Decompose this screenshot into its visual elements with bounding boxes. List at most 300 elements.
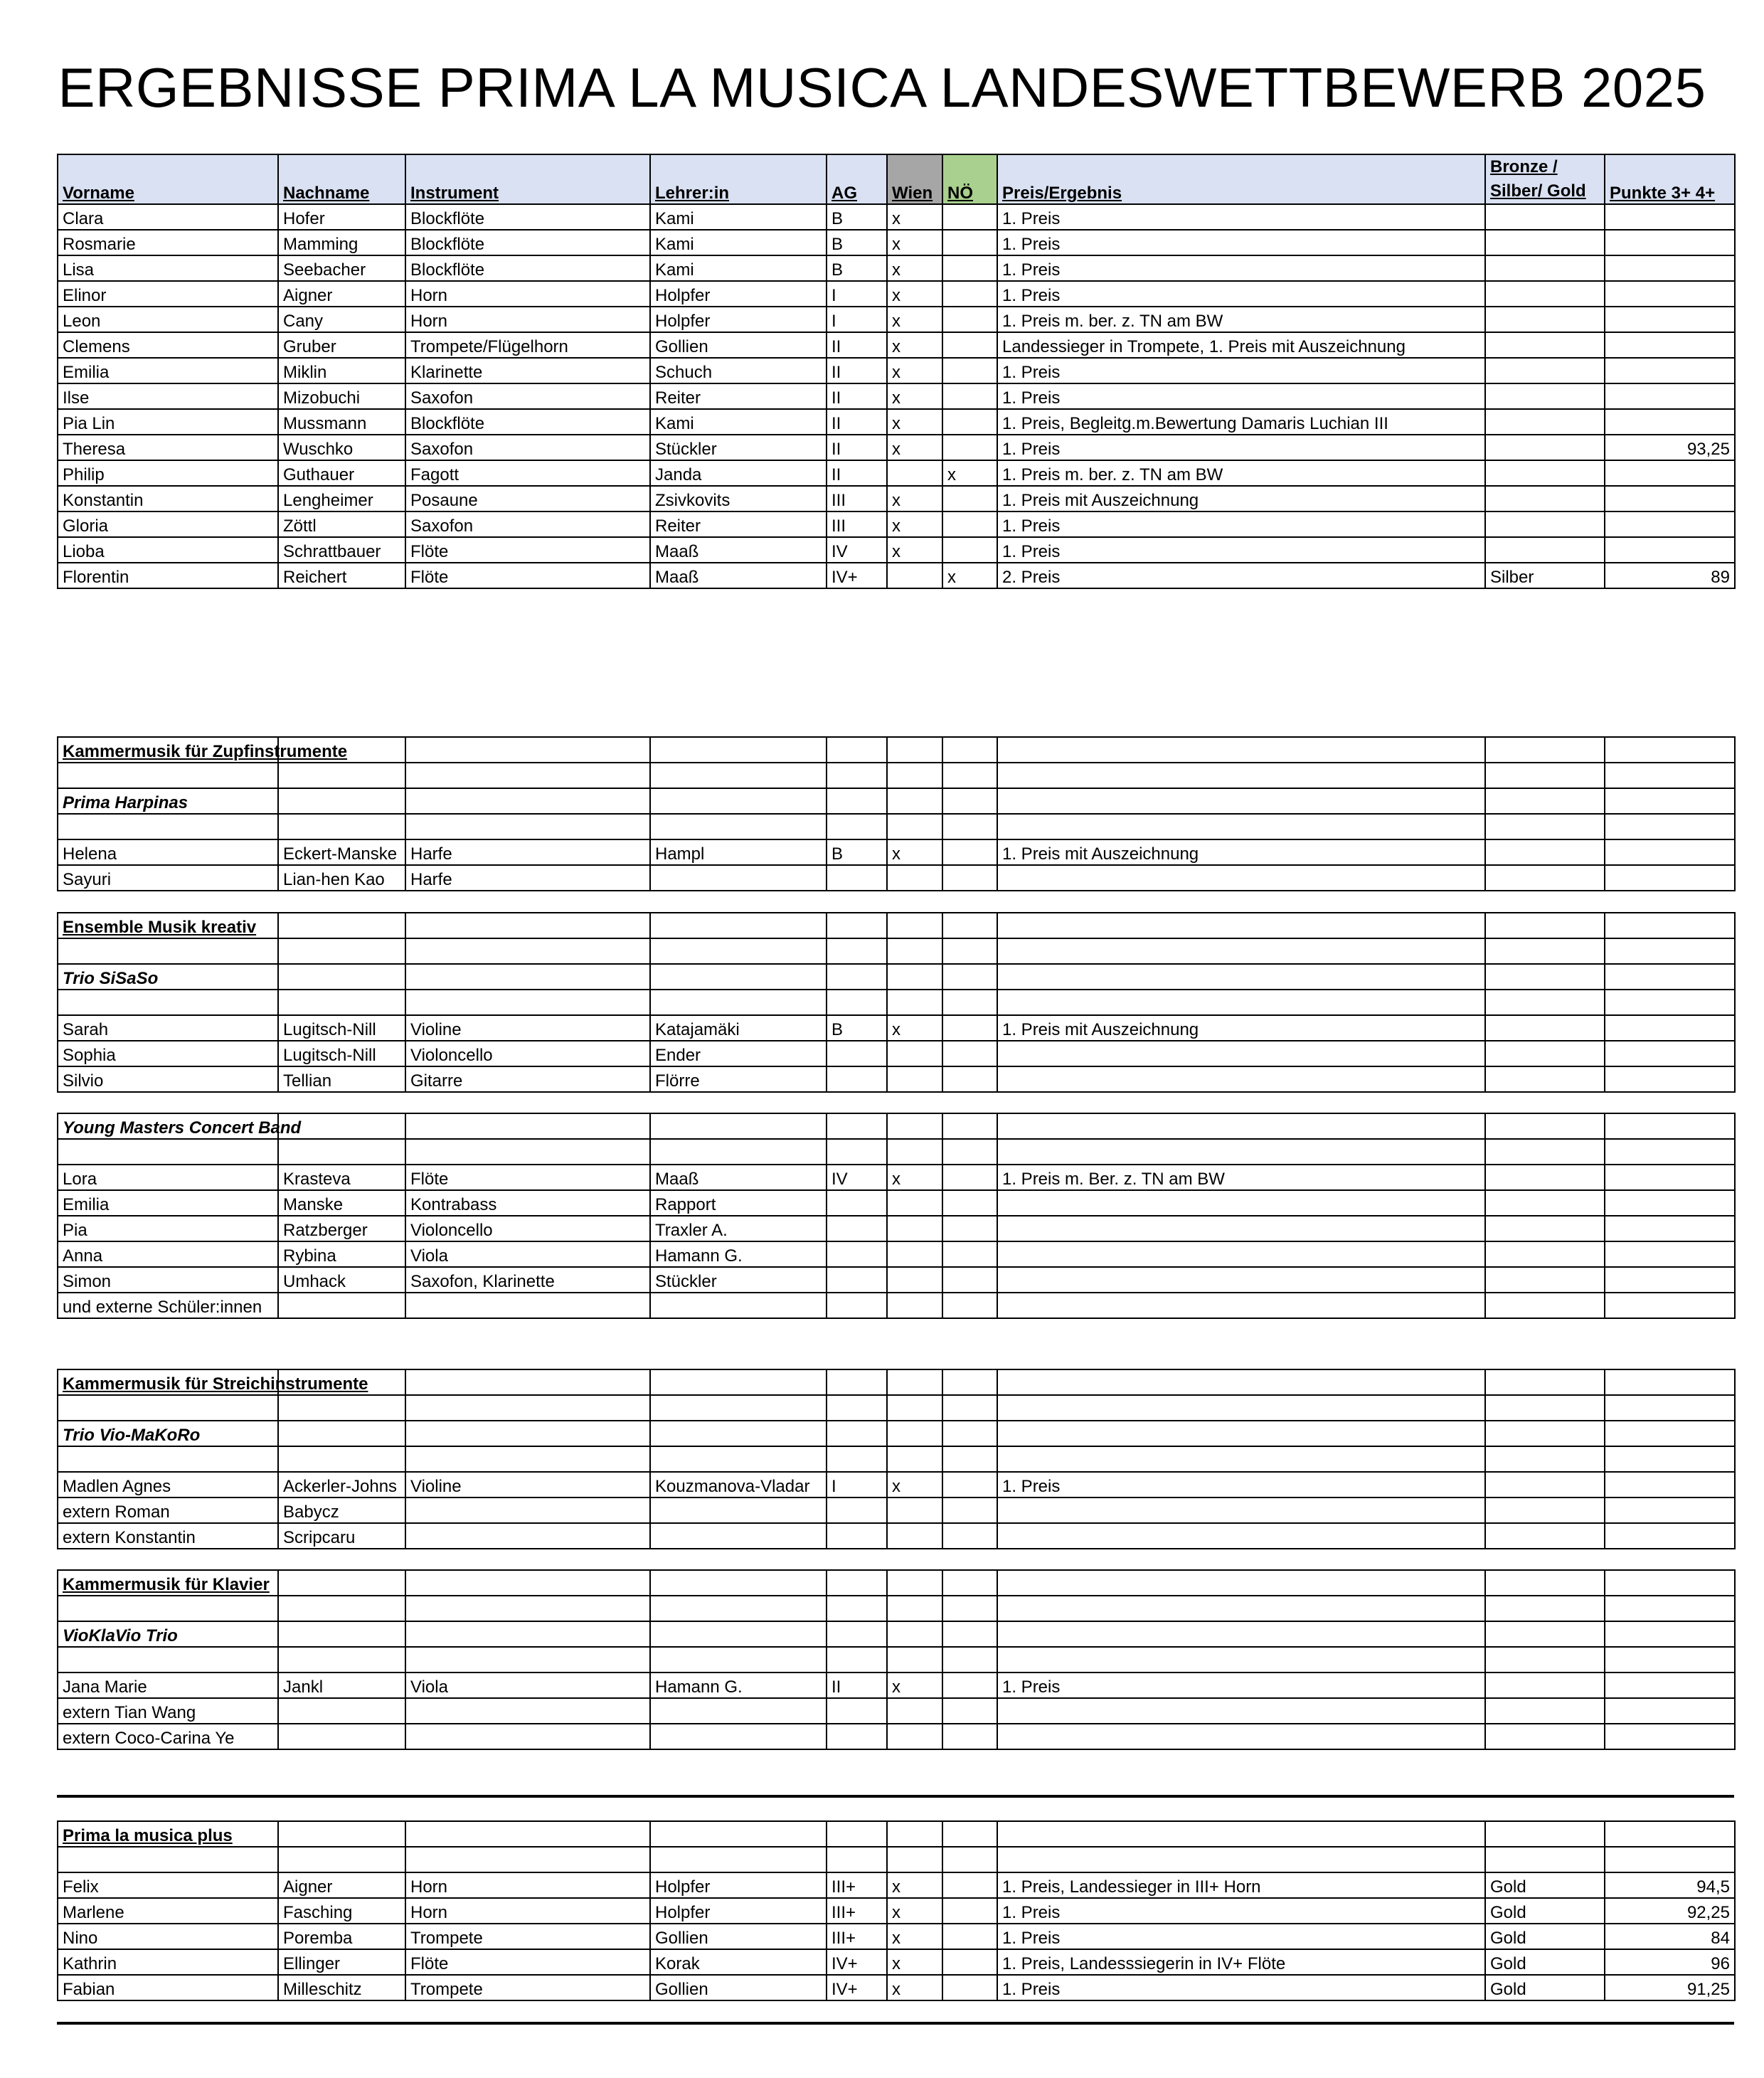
cell-noe (942, 1497, 997, 1523)
cell-bsg (1485, 1293, 1605, 1318)
cell-ag (827, 1241, 887, 1267)
section-heading (58, 1369, 1735, 1395)
cell-bsg (1485, 990, 1605, 1015)
results-table (57, 154, 1736, 589)
cell-ag: II (827, 409, 887, 435)
cell-ag: B (827, 255, 887, 281)
cell-bsg (1485, 460, 1605, 486)
table-row (58, 1523, 1735, 1549)
cell-punkte (1605, 511, 1735, 537)
cell-wien: x (887, 1949, 942, 1975)
cell-nachname: Rybina (278, 1241, 405, 1267)
cell-noe (942, 537, 997, 563)
cell-punkte (1605, 737, 1735, 763)
cell-wien (887, 938, 942, 964)
table-row (58, 307, 1735, 332)
cell-preis (997, 788, 1485, 814)
cell-bsg (1485, 938, 1605, 964)
cell-lehrer: Schuch (650, 358, 827, 383)
cell-instrument: Violine (405, 1472, 650, 1497)
cell-ag (827, 938, 887, 964)
cell-ag (827, 1621, 887, 1647)
cell-instrument (405, 1724, 650, 1749)
cell-preis: 1. Preis (997, 230, 1485, 255)
table-row (58, 1472, 1735, 1497)
cell-ag: B (827, 1015, 887, 1041)
cell-nachname (278, 1421, 405, 1446)
cell-lehrer: Janda (650, 460, 827, 486)
table-row (58, 1015, 1735, 1041)
table-row (58, 1924, 1735, 1949)
cell-instrument: Horn (405, 307, 650, 332)
cell-lehrer (650, 1570, 827, 1596)
cell-ag (827, 1596, 887, 1621)
cell-noe (942, 281, 997, 307)
cell-nachname: Seebacher (278, 255, 405, 281)
cell-preis (997, 1395, 1485, 1421)
cell-bsg (1485, 383, 1605, 409)
cell-bsg (1485, 435, 1605, 460)
cell-bsg (1485, 1113, 1605, 1139)
cell-lehrer (650, 1847, 827, 1872)
cell-wien: x (887, 358, 942, 383)
cell-punkte (1605, 938, 1735, 964)
plus-table (57, 1820, 1736, 2001)
cell-nachname: Aigner (278, 1872, 405, 1898)
cell-vorname: Prima Harpinas (58, 788, 278, 814)
table-row (58, 409, 1735, 435)
cell-nachname: Krasteva (278, 1165, 405, 1190)
cell-nachname (278, 1698, 405, 1724)
cell-lehrer: Flörre (650, 1066, 827, 1092)
cell-vorname (58, 763, 278, 788)
cell-wien (887, 563, 942, 588)
cell-vorname: extern Tian Wang (58, 1698, 278, 1724)
cell-wien: x (887, 204, 942, 230)
cell-bsg (1485, 788, 1605, 814)
cell-wien (887, 1113, 942, 1139)
cell-nachname: Eckert-Manske (278, 839, 405, 865)
cell-ag: II (827, 435, 887, 460)
col-header-nachname: Nachname (278, 154, 405, 204)
cell-noe (942, 1673, 997, 1698)
cell-nachname: Jankl (278, 1673, 405, 1698)
cell-lehrer: Reiter (650, 383, 827, 409)
cell-instrument: Trompete (405, 1975, 650, 2000)
cell-wien (887, 1267, 942, 1293)
cell-ag: IV (827, 1165, 887, 1190)
cell-vorname: Jana Marie (58, 1673, 278, 1698)
cell-punkte: 92,25 (1605, 1898, 1735, 1924)
cell-vorname: Simon (58, 1267, 278, 1293)
cell-punkte (1605, 1293, 1735, 1318)
empty-row (58, 1596, 1735, 1621)
cell-vorname: Madlen Agnes (58, 1472, 278, 1497)
cell-ag (827, 1698, 887, 1724)
cell-ag (827, 1216, 887, 1241)
cell-ag: IV+ (827, 563, 887, 588)
cell-ag (827, 1041, 887, 1066)
cell-punkte (1605, 307, 1735, 332)
cell-bsg (1485, 814, 1605, 839)
cell-ag (827, 1395, 887, 1421)
cell-bsg (1485, 839, 1605, 865)
table-row (58, 1724, 1735, 1749)
cell-wien (887, 1216, 942, 1241)
cell-ag: IV+ (827, 1949, 887, 1975)
cell-punkte (1605, 1446, 1735, 1472)
cell-instrument: Harfe (405, 865, 650, 891)
cell-wien (887, 1497, 942, 1523)
cell-punkte (1605, 1497, 1735, 1523)
cell-vorname: Gloria (58, 511, 278, 537)
table-row (58, 486, 1735, 511)
cell-wien (887, 1369, 942, 1395)
cell-ag: B (827, 230, 887, 255)
cell-vorname: Kammermusik für Streichinstrumente (58, 1369, 278, 1395)
cell-ag (827, 1421, 887, 1446)
cell-preis: Landessieger in Trompete, 1. Preis mit Auszeichnung (997, 332, 1485, 358)
cell-preis (997, 1847, 1485, 1872)
cell-bsg: Gold (1485, 1872, 1605, 1898)
cell-wien: x (887, 1015, 942, 1041)
cell-bsg (1485, 1497, 1605, 1523)
cell-lehrer (650, 1446, 827, 1472)
cell-nachname: Guthauer (278, 460, 405, 486)
cell-preis: 1. Preis (997, 255, 1485, 281)
cell-noe (942, 1267, 997, 1293)
cell-instrument: Flöte (405, 1949, 650, 1975)
cell-noe (942, 1949, 997, 1975)
cell-ag: I (827, 307, 887, 332)
cell-ag (827, 737, 887, 763)
cell-preis: 1. Preis (997, 1975, 1485, 2000)
cell-punkte: 96 (1605, 1949, 1735, 1975)
cell-wien (887, 865, 942, 891)
cell-preis: 1. Preis (997, 1472, 1485, 1497)
cell-preis (997, 1523, 1485, 1549)
cell-preis: 1. Preis mit Auszeichnung (997, 839, 1485, 865)
cell-wien (887, 788, 942, 814)
table-row (58, 563, 1735, 588)
cell-ag (827, 788, 887, 814)
col-header-punkte: Punkte 3+ 4+ (1605, 154, 1735, 204)
cell-preis (997, 1241, 1485, 1267)
cell-noe (942, 788, 997, 814)
cell-lehrer (650, 788, 827, 814)
cell-punkte: 84 (1605, 1924, 1735, 1949)
kreativ-table (57, 912, 1736, 1093)
cell-lehrer: Stückler (650, 1267, 827, 1293)
cell-punkte (1605, 1596, 1735, 1621)
cell-preis (997, 814, 1485, 839)
cell-noe (942, 1898, 997, 1924)
cell-vorname: Theresa (58, 435, 278, 460)
table-row (58, 1293, 1735, 1318)
cell-instrument (405, 1621, 650, 1647)
cell-noe (942, 1165, 997, 1190)
cell-wien (887, 990, 942, 1015)
cell-preis: 1. Preis (997, 435, 1485, 460)
cell-ag (827, 1113, 887, 1139)
cell-lehrer: Kami (650, 255, 827, 281)
cell-noe (942, 409, 997, 435)
cell-ag: IV (827, 537, 887, 563)
cell-noe (942, 1369, 997, 1395)
cell-bsg (1485, 1724, 1605, 1749)
cell-bsg (1485, 1190, 1605, 1216)
cell-wien: x (887, 383, 942, 409)
cell-nachname: Babycz (278, 1497, 405, 1523)
cell-instrument (405, 1293, 650, 1318)
cell-wien: x (887, 255, 942, 281)
cell-wien (887, 1847, 942, 1872)
cell-preis: 1. Preis (997, 1673, 1485, 1698)
cell-instrument (405, 1497, 650, 1523)
cell-vorname: Kammermusik für Klavier (58, 1570, 278, 1596)
cell-instrument: Saxofon (405, 511, 650, 537)
cell-vorname: Fabian (58, 1975, 278, 2000)
ensemble-name (58, 1621, 1735, 1647)
cell-lehrer: Korak (650, 1949, 827, 1975)
cell-wien (887, 814, 942, 839)
cell-punkte (1605, 1369, 1735, 1395)
cell-ag: II (827, 358, 887, 383)
cell-nachname: Mizobuchi (278, 383, 405, 409)
table-row (58, 383, 1735, 409)
cell-wien: x (887, 1975, 942, 2000)
cell-vorname (58, 1847, 278, 1872)
cell-wien (887, 1698, 942, 1724)
cell-lehrer: Hampl (650, 839, 827, 865)
cell-punkte: 93,25 (1605, 435, 1735, 460)
cell-instrument (405, 964, 650, 990)
cell-punkte (1605, 865, 1735, 891)
cell-nachname (278, 1446, 405, 1472)
cell-punkte (1605, 1847, 1735, 1872)
cell-vorname (58, 1446, 278, 1472)
cell-instrument: Violine (405, 1015, 650, 1041)
cell-vorname (58, 814, 278, 839)
cell-ag: III+ (827, 1898, 887, 1924)
cell-lehrer: Kami (650, 230, 827, 255)
cell-instrument (405, 1523, 650, 1549)
cell-nachname: Milleschitz (278, 1975, 405, 2000)
cell-punkte (1605, 1216, 1735, 1241)
cell-lehrer (650, 938, 827, 964)
cell-preis (997, 865, 1485, 891)
cell-lehrer (650, 1724, 827, 1749)
cell-vorname: Nino (58, 1924, 278, 1949)
cell-bsg (1485, 1570, 1605, 1596)
cell-lehrer: Maaß (650, 537, 827, 563)
cell-wien (887, 1293, 942, 1318)
cell-punkte (1605, 230, 1735, 255)
cell-nachname: Mussmann (278, 409, 405, 435)
cell-instrument: Viola (405, 1241, 650, 1267)
col-header-ag: AG (827, 154, 887, 204)
col-header-instrument: Instrument (405, 154, 650, 204)
cell-vorname (58, 1395, 278, 1421)
col-header-medal: Bronze / Silber/ Gold (1485, 154, 1605, 204)
cell-noe (942, 204, 997, 230)
cell-lehrer (650, 737, 827, 763)
cell-instrument: Horn (405, 1898, 650, 1924)
cell-vorname: Leon (58, 307, 278, 332)
cell-ag: II (827, 460, 887, 486)
cell-punkte (1605, 1241, 1735, 1267)
cell-punkte (1605, 486, 1735, 511)
table-row (58, 358, 1735, 383)
cell-punkte (1605, 1267, 1735, 1293)
cell-wien: x (887, 839, 942, 865)
cell-bsg (1485, 865, 1605, 891)
cell-noe (942, 486, 997, 511)
cell-nachname: Aigner (278, 281, 405, 307)
cell-nachname: Lugitsch-Nill (278, 1015, 405, 1041)
cell-noe (942, 511, 997, 537)
cell-preis (997, 1139, 1485, 1165)
cell-noe (942, 1698, 997, 1724)
cell-preis: 1. Preis, Begleitg.m.Bewertung Damaris Luchian III (997, 409, 1485, 435)
cell-nachname: Umhack (278, 1267, 405, 1293)
cell-lehrer: Holpfer (650, 1872, 827, 1898)
cell-nachname (278, 1847, 405, 1872)
table-row (58, 435, 1735, 460)
empty-row (58, 990, 1735, 1015)
cell-wien (887, 1139, 942, 1165)
cell-preis: 1. Preis mit Auszeichnung (997, 1015, 1485, 1041)
cell-punkte (1605, 1165, 1735, 1190)
cell-ag (827, 1724, 887, 1749)
cell-nachname (278, 1395, 405, 1421)
cell-preis: 1. Preis (997, 281, 1485, 307)
cell-vorname: extern Roman (58, 1497, 278, 1523)
cell-ag (827, 964, 887, 990)
cell-bsg (1485, 358, 1605, 383)
cell-vorname: Trio Vio-MaKoRo (58, 1421, 278, 1446)
cell-lehrer: Holpfer (650, 281, 827, 307)
cell-vorname: Marlene (58, 1898, 278, 1924)
cell-wien (887, 1190, 942, 1216)
cell-preis (997, 1497, 1485, 1523)
table-row (58, 204, 1735, 230)
divider-line-bottom (57, 2022, 1734, 2025)
cell-preis (997, 737, 1485, 763)
cell-wien: x (887, 435, 942, 460)
cell-noe (942, 1472, 997, 1497)
cell-punkte (1605, 1647, 1735, 1673)
cell-wien (887, 1395, 942, 1421)
cell-lehrer: Gollien (650, 1975, 827, 2000)
table-row (58, 1190, 1735, 1216)
cell-preis (997, 1066, 1485, 1092)
cell-preis: 1. Preis (997, 537, 1485, 563)
table-row (58, 230, 1735, 255)
cell-lehrer (650, 865, 827, 891)
cell-wien (887, 1621, 942, 1647)
cell-ag (827, 913, 887, 938)
cell-punkte (1605, 1724, 1735, 1749)
cell-lehrer (650, 763, 827, 788)
cell-punkte: 89 (1605, 563, 1735, 588)
cell-nachname: Manske (278, 1190, 405, 1216)
cell-bsg (1485, 307, 1605, 332)
table-row (58, 1165, 1735, 1190)
cell-vorname: Ilse (58, 383, 278, 409)
cell-ag (827, 1267, 887, 1293)
cell-vorname: Lioba (58, 537, 278, 563)
cell-punkte (1605, 332, 1735, 358)
cell-preis: 1. Preis m. Ber. z. TN am BW (997, 1165, 1485, 1190)
cell-nachname (278, 913, 405, 938)
cell-instrument: Kontrabass (405, 1190, 650, 1216)
cell-instrument: Blockflöte (405, 230, 650, 255)
cell-lehrer (650, 964, 827, 990)
cell-instrument (405, 990, 650, 1015)
cell-nachname: Miklin (278, 358, 405, 383)
cell-lehrer: Rapport (650, 1190, 827, 1216)
cell-nachname: Reichert (278, 563, 405, 588)
cell-preis: 2. Preis (997, 563, 1485, 588)
cell-punkte (1605, 1570, 1735, 1596)
cell-wien (887, 1596, 942, 1621)
page-title: ERGEBNISSE PRIMA LA MUSICA LANDESWETTBEWERB 2025 (58, 56, 1706, 119)
cell-nachname: Lian-hen Kao (278, 865, 405, 891)
cell-preis: 1. Preis (997, 383, 1485, 409)
cell-ag (827, 1847, 887, 1872)
cell-preis (997, 1216, 1485, 1241)
cell-noe (942, 1190, 997, 1216)
cell-instrument: Saxofon (405, 435, 650, 460)
col-header-lehrer: Lehrer:in (650, 154, 827, 204)
cell-wien (887, 1724, 942, 1749)
cell-bsg (1485, 486, 1605, 511)
cell-ag (827, 1497, 887, 1523)
cell-ag (827, 1523, 887, 1549)
cell-lehrer (650, 1647, 827, 1673)
cell-punkte: 91,25 (1605, 1975, 1735, 2000)
cell-vorname: Pia (58, 1216, 278, 1241)
cell-noe (942, 1041, 997, 1066)
cell-ag (827, 1139, 887, 1165)
cell-punkte (1605, 281, 1735, 307)
header-row (58, 154, 1735, 204)
cell-vorname: Philip (58, 460, 278, 486)
cell-punkte (1605, 1015, 1735, 1041)
cell-ag (827, 1369, 887, 1395)
cell-wien (887, 737, 942, 763)
empty-row (58, 814, 1735, 839)
cell-ag (827, 1066, 887, 1092)
cell-nachname: Mamming (278, 230, 405, 255)
cell-lehrer (650, 1139, 827, 1165)
cell-instrument: Blockflöte (405, 409, 650, 435)
cell-noe (942, 964, 997, 990)
cell-vorname: Clara (58, 204, 278, 230)
cell-instrument (405, 1446, 650, 1472)
cell-noe (942, 1523, 997, 1549)
cell-nachname: Tellian (278, 1066, 405, 1092)
cell-vorname: Silvio (58, 1066, 278, 1092)
cell-lehrer: Hamann G. (650, 1241, 827, 1267)
table-row (58, 865, 1735, 891)
cell-nachname: Hofer (278, 204, 405, 230)
cell-preis (997, 763, 1485, 788)
cell-noe (942, 307, 997, 332)
cell-punkte (1605, 1113, 1735, 1139)
klavier-table (57, 1569, 1736, 1750)
